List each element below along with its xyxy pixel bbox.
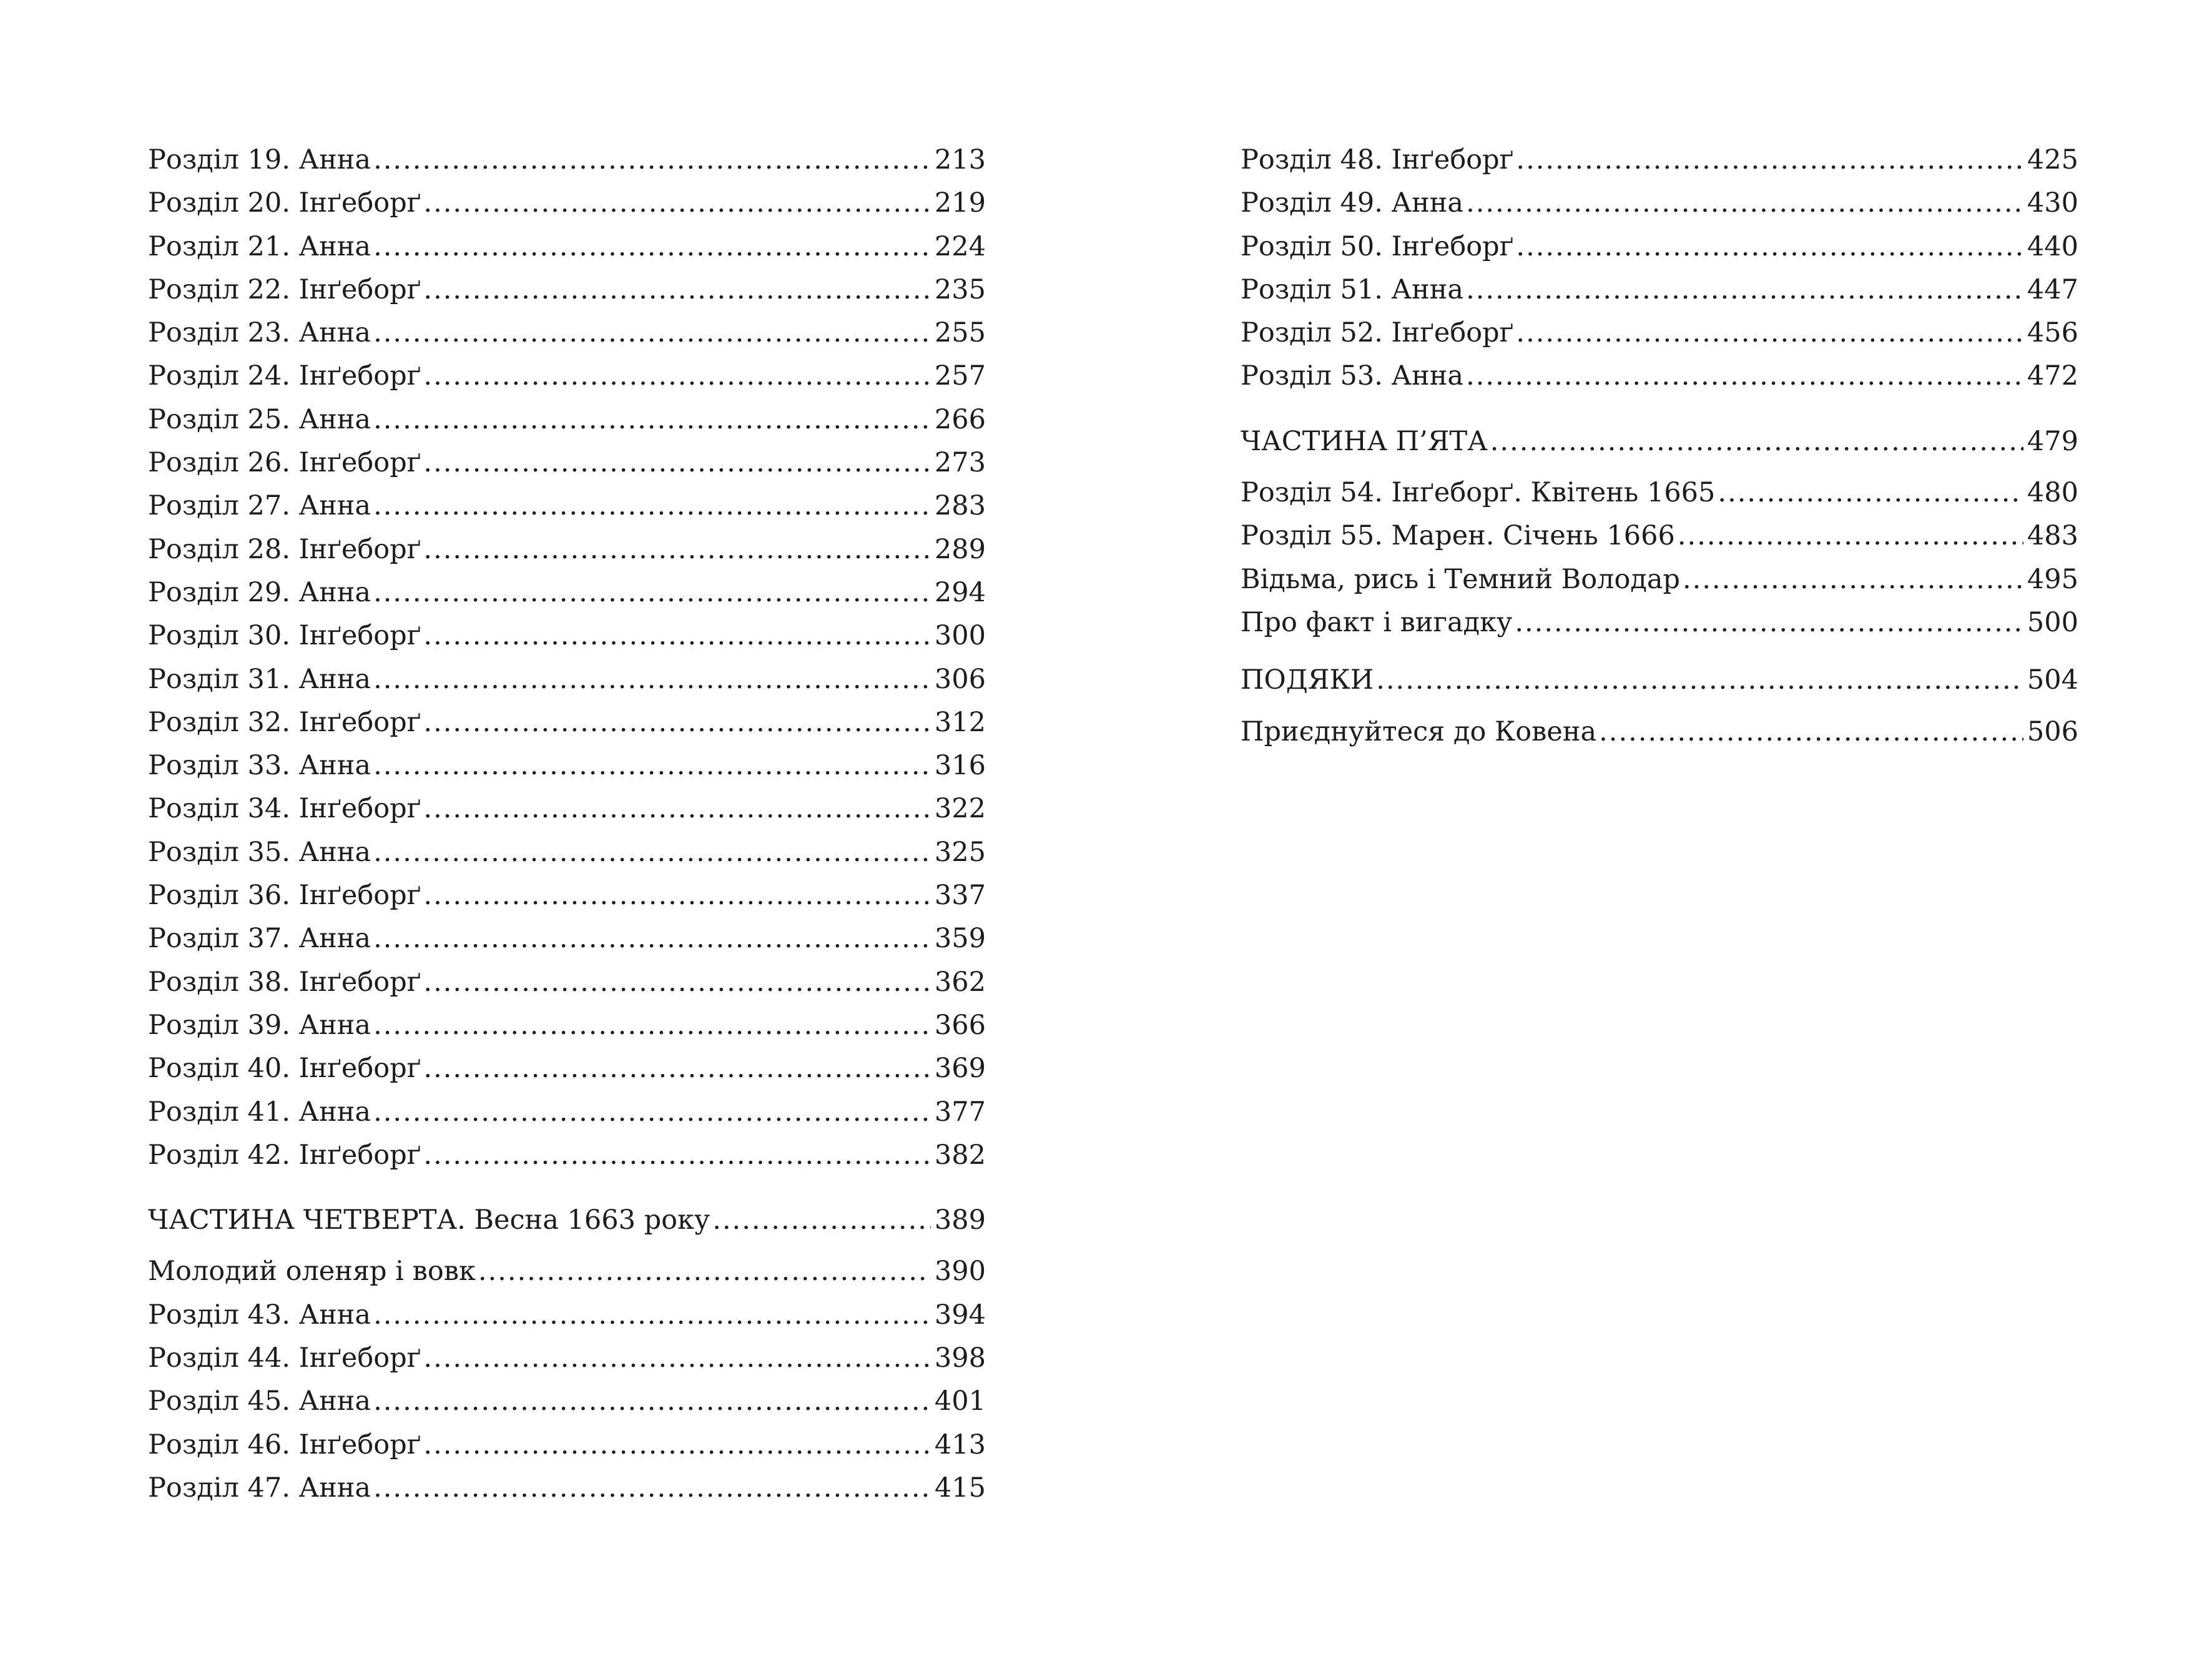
dot-leader (373, 398, 931, 441)
right-page (1106, 0, 2212, 1659)
toc-entry-title: Відьма, рись і Темний Володар (1241, 563, 1680, 595)
dot-leader (373, 225, 931, 268)
toc-entry (1241, 558, 2078, 601)
toc-entry (148, 528, 986, 571)
toc-entry (148, 701, 986, 744)
toc-entry-title: Розділ 40. Інґеборґ (148, 1053, 421, 1085)
toc-entry (148, 485, 986, 528)
toc-entry-title: Розділ 30. Інґеборґ (148, 620, 421, 652)
toc-entry (148, 1294, 986, 1337)
dot-leader (423, 355, 931, 398)
toc-entry-title: Розділ 33. Анна (148, 750, 371, 782)
toc-entry-title: Розділ 43. Анна (148, 1299, 371, 1331)
dot-leader (373, 571, 931, 614)
dot-leader (712, 1199, 931, 1242)
toc-entry (148, 225, 986, 268)
toc-part-four (148, 1199, 986, 1242)
toc-entry (148, 1380, 986, 1423)
toc-entry-title: Розділ 25. Анна (148, 403, 371, 435)
toc-entry (148, 874, 986, 917)
toc-part-title: ЧАСТИНА ЧЕТВЕРТА. Весна 1663 року (148, 1204, 710, 1236)
toc-entry-title: Приєднуйтеся до Ковена (1241, 716, 1597, 747)
dot-leader (423, 1424, 931, 1467)
toc-entry (1241, 225, 2078, 268)
toc-entry-page: 506 (2027, 716, 2078, 747)
toc-entry-page: 401 (934, 1386, 986, 1417)
toc-entry-page: 337 (934, 880, 986, 912)
toc-entry-page: 294 (934, 576, 986, 608)
toc-entry (148, 312, 986, 355)
dot-leader (423, 1134, 931, 1177)
toc-entry-page: 425 (2027, 144, 2078, 175)
toc-entry-title: Розділ 54. Інґеборґ. Квітень 1665 (1241, 477, 1716, 509)
toc-entry-title: Розділ 22. Інґеборґ (148, 273, 421, 305)
toc-entry (148, 1467, 986, 1510)
toc-entry-page: 283 (934, 490, 986, 522)
toc-entry-page: 306 (934, 663, 986, 695)
toc-entry-join-coven (1241, 711, 2078, 754)
dot-leader (373, 744, 931, 787)
toc-entry-page: 472 (2027, 360, 2078, 392)
toc-part-title: ПОДЯКИ (1241, 664, 1374, 696)
toc-entry-page: 289 (934, 533, 986, 565)
toc-entry-page: 456 (2027, 317, 2078, 349)
toc-part-title: ЧАСТИНА П’ЯТА (1241, 425, 1488, 457)
toc-entry-page: 224 (934, 230, 986, 262)
toc-entry (1241, 601, 2078, 644)
toc-entry-page: 390 (934, 1256, 986, 1287)
toc-entry-title: Розділ 55. Марен. Січень 1666 (1241, 520, 1675, 552)
dot-leader (1490, 420, 2023, 463)
dot-leader (1466, 355, 2023, 398)
toc-entry (148, 658, 986, 701)
toc-entry (148, 1134, 986, 1177)
dot-leader (423, 1337, 931, 1380)
toc-entry (148, 571, 986, 614)
toc-entry-page: 447 (2027, 273, 2078, 305)
dot-leader (373, 139, 931, 182)
toc-entry-title: Розділ 42. Інґеборґ (148, 1139, 421, 1171)
dot-leader (1376, 659, 2023, 702)
toc-entry-page: 413 (934, 1429, 986, 1460)
toc-entry-page: 325 (934, 836, 986, 868)
toc-entry-page: 440 (2027, 230, 2078, 262)
toc-entry (148, 831, 986, 874)
dot-leader (1678, 514, 2023, 558)
toc-entry-page: 430 (2027, 187, 2078, 219)
dot-leader (1516, 312, 2023, 355)
toc-entry-title: Розділ 48. Інґеборґ (1241, 144, 1514, 175)
toc-entry-page: 415 (934, 1472, 986, 1504)
dot-leader (423, 961, 931, 1004)
toc-entry-title: Розділ 31. Анна (148, 663, 371, 695)
toc-entry-title: Про факт і вигадку (1241, 606, 1513, 638)
toc-entry (148, 744, 986, 787)
dot-leader (373, 831, 931, 874)
toc-entry-page: 366 (934, 1009, 986, 1041)
toc-entry-page: 369 (934, 1053, 986, 1085)
toc-entry-page: 316 (934, 750, 986, 782)
toc-entry-title: Розділ 32. Інґеборґ (148, 706, 421, 738)
toc-entry-page: 483 (2027, 520, 2078, 552)
toc-entry (1241, 139, 2078, 182)
toc-entry-title: Розділ 53. Анна (1241, 360, 1464, 392)
dot-leader (373, 1091, 931, 1134)
toc-entry-page: 266 (934, 403, 986, 435)
dot-leader (423, 874, 931, 917)
toc-entry-page: 273 (934, 447, 986, 479)
toc-entry (1241, 312, 2078, 355)
toc-entry-page: 235 (934, 273, 986, 305)
dot-leader (1718, 471, 2023, 514)
toc-entry-title: Розділ 51. Анна (1241, 273, 1464, 305)
dot-leader (478, 1250, 931, 1293)
toc-left (148, 139, 986, 1510)
toc-part-page: 479 (2027, 425, 2078, 457)
dot-leader (423, 787, 931, 830)
toc-entry-page: 255 (934, 317, 986, 349)
toc-entry-title: Розділ 38. Інґеборґ (148, 966, 421, 998)
dot-leader (423, 268, 931, 312)
toc-entry-title: Розділ 27. Анна (148, 490, 371, 522)
toc-entry-page: 213 (934, 144, 986, 175)
toc-entry-page: 377 (934, 1096, 986, 1128)
toc-entry-title: Розділ 23. Анна (148, 317, 371, 349)
toc-entry (148, 1424, 986, 1467)
toc-entry-title: Розділ 37. Анна (148, 923, 371, 955)
toc-entry-title: Розділ 24. Інґеборґ (148, 360, 421, 392)
dot-leader (423, 441, 931, 485)
dot-leader (1516, 139, 2023, 182)
dot-leader (423, 1047, 931, 1090)
dot-leader (373, 658, 931, 701)
dot-leader (1515, 601, 2023, 644)
toc-entry-title: Розділ 35. Анна (148, 836, 371, 868)
toc-entry-page: 500 (2027, 606, 2078, 638)
toc-entry (148, 268, 986, 312)
toc-entry-title: Розділ 29. Анна (148, 576, 371, 608)
toc-entry-page: 312 (934, 706, 986, 738)
toc-entry (148, 1091, 986, 1134)
toc-entry-page: 322 (934, 793, 986, 825)
toc-entry-title: Розділ 44. Інґеборґ (148, 1342, 421, 1374)
toc-entry (148, 139, 986, 182)
dot-leader (1683, 558, 2023, 601)
dot-leader (1466, 268, 2023, 312)
dot-leader (373, 917, 931, 960)
toc-entry-page: 257 (934, 360, 986, 392)
toc-entry (148, 182, 986, 225)
dot-leader (423, 528, 931, 571)
toc-acknowledgements (1241, 659, 2078, 702)
toc-entry (1241, 471, 2078, 514)
dot-leader (373, 312, 931, 355)
toc-entry (148, 1047, 986, 1090)
toc-entry-title: Розділ 49. Анна (1241, 187, 1464, 219)
toc-entry-title: Розділ 34. Інґеборґ (148, 793, 421, 825)
toc-entry (148, 1004, 986, 1047)
dot-leader (1599, 711, 2023, 754)
toc-entry-title: Розділ 20. Інґеборґ (148, 187, 421, 219)
toc-entry (148, 961, 986, 1004)
toc-part-page: 504 (2027, 664, 2078, 696)
dot-leader (423, 701, 931, 744)
toc-entry-title: Розділ 46. Інґеборґ (148, 1429, 421, 1460)
toc-entry-page: 300 (934, 620, 986, 652)
toc-entry-title: Розділ 45. Анна (148, 1386, 371, 1417)
toc-entry (1241, 514, 2078, 558)
dot-leader (423, 614, 931, 657)
toc-entry-page: 394 (934, 1299, 986, 1331)
toc-part-five (1241, 420, 2078, 463)
toc-entry-title: Розділ 19. Анна (148, 144, 371, 175)
toc-entry-title: Розділ 21. Анна (148, 230, 371, 262)
toc-entry-title: Розділ 52. Інґеборґ (1241, 317, 1514, 349)
toc-entry-page: 398 (934, 1342, 986, 1374)
toc-entry-page: 495 (2027, 563, 2078, 595)
toc-entry (148, 1250, 986, 1293)
toc-entry-page: 480 (2027, 477, 2078, 509)
toc-entry (148, 1337, 986, 1380)
toc-entry (148, 355, 986, 398)
toc-entry-page: 359 (934, 923, 986, 955)
toc-entry (148, 398, 986, 441)
toc-entry (148, 614, 986, 657)
toc-entry-page: 382 (934, 1139, 986, 1171)
dot-leader (1516, 225, 2023, 268)
toc-entry-title: Розділ 26. Інґеборґ (148, 447, 421, 479)
dot-leader (1466, 182, 2023, 225)
toc-entry-title: Розділ 50. Інґеборґ (1241, 230, 1514, 262)
dot-leader (373, 1467, 931, 1510)
toc-entry (1241, 268, 2078, 312)
toc-entry-title: Розділ 47. Анна (148, 1472, 371, 1504)
toc-entry-title: Розділ 28. Інґеборґ (148, 533, 421, 565)
dot-leader (373, 1294, 931, 1337)
toc-part-page: 389 (934, 1204, 986, 1236)
dot-leader (373, 1004, 931, 1047)
toc-entry (1241, 355, 2078, 398)
toc-entry (148, 787, 986, 830)
dot-leader (423, 182, 931, 225)
toc-entry-title: Розділ 36. Інґеборґ (148, 880, 421, 912)
toc-entry-page: 219 (934, 187, 986, 219)
toc-right (1241, 139, 2078, 754)
toc-entry-page: 362 (934, 966, 986, 998)
toc-entry-title: Розділ 39. Анна (148, 1009, 371, 1041)
toc-entry-title: Розділ 41. Анна (148, 1096, 371, 1128)
toc-entry-title: Молодий оленяр і вовк (148, 1256, 476, 1287)
toc-entry (148, 441, 986, 485)
dot-leader (373, 485, 931, 528)
toc-entry (148, 917, 986, 960)
toc-entry (1241, 182, 2078, 225)
dot-leader (373, 1380, 931, 1423)
